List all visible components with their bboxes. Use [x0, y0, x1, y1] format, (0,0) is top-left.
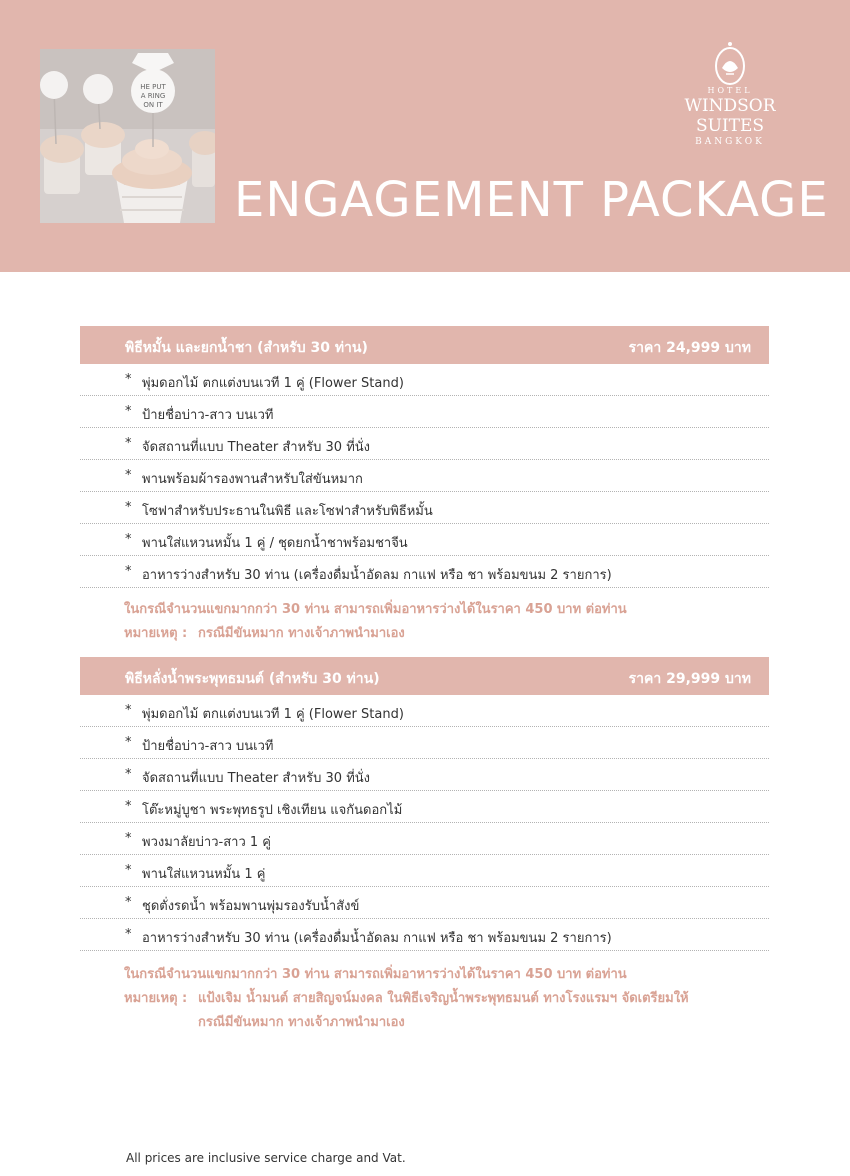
- item-text: โต๊ะหมู่บูชา พระพุทธรูป เชิงเทียน แจกันดอกไม้: [142, 803, 403, 818]
- section-title: พิธีหมั้น และยกน้ำชา (สำหรับ 30 ท่าน): [125, 340, 368, 356]
- extra-guests-text: ในกรณีจำนวนแขกมากกว่า 30 ท่าน สามารถเพิ่มอาหารว่างได้ในราคา 450 บาท ต่อท่าน: [124, 967, 627, 982]
- bullet-mark: *: [125, 564, 132, 579]
- bullet-mark: *: [125, 895, 132, 910]
- svg-text:A RING: A RING: [140, 92, 166, 100]
- item-text: ป้ายชื่อบ่าว-สาว บนเวที: [142, 739, 274, 754]
- footer-note: All prices are inclusive service charge and Vat.: [126, 1151, 406, 1165]
- item-text: จัดสถานที่แบบ Theater สำหรับ 30 ที่นั่ง: [142, 771, 371, 786]
- logo-city-text: BANGKOK: [695, 137, 765, 147]
- list-item: [80, 823, 769, 855]
- remark-text: กรณีมีขันหมาก ทางเจ้าภาพนำมาเอง: [198, 1015, 405, 1030]
- bullet-mark: *: [125, 500, 132, 515]
- logo-name-text: WINDSOR SUITES: [684, 96, 776, 136]
- package-section-blessing: [80, 657, 769, 1031]
- remark-note: [80, 983, 769, 1007]
- item-text: ชุดตั่งรดน้ำ พร้อมพานพุ่มรองรับน้ำสังข์: [142, 899, 360, 914]
- list-item: [80, 919, 769, 951]
- list-item: [80, 524, 769, 556]
- remark-text: แป้งเจิม น้ำมนต์ สายสิญจน์มงคล ในพิธีเจริญน้ำพระพุทธมนต์ ทางโรงแรมฯ จัดเตรียมให้: [198, 991, 689, 1006]
- section-header: [80, 326, 769, 364]
- crest-icon: [714, 40, 746, 86]
- svg-text:ON IT: ON IT: [143, 101, 163, 109]
- item-text: พานใส่แหวนหมั้น 1 คู่ / ชุดยกน้ำชาพร้อมชาจีน: [142, 536, 408, 551]
- bullet-mark: *: [125, 468, 132, 483]
- item-text: ป้ายชื่อบ่าว-สาว บนเวที: [142, 408, 274, 423]
- remark-text: กรณีมีขันหมาก ทางเจ้าภาพนำมาเอง: [198, 626, 405, 641]
- remark-note: [80, 618, 769, 642]
- bullet-mark: *: [125, 927, 132, 942]
- item-text: พวงมาลัยบ่าว-สาว 1 คู่: [142, 835, 271, 850]
- section-price: ราคา 24,999 บาท: [628, 340, 751, 356]
- bullet-mark: *: [125, 436, 132, 451]
- svg-text:HE PUT: HE PUT: [140, 83, 166, 91]
- list-item: [80, 855, 769, 887]
- logo-hotel-text: HOTEL: [707, 86, 753, 95]
- bullet-mark: *: [125, 372, 132, 387]
- list-item: [80, 759, 769, 791]
- item-text: จัดสถานที่แบบ Theater สำหรับ 30 ที่นั่ง: [142, 440, 371, 455]
- list-item: [80, 556, 769, 588]
- item-text: โซฟาสำหรับประธานในพิธี และโซฟาสำหรับพิธีหมั้น: [142, 504, 433, 519]
- remark-label: หมายเหตุ :: [124, 991, 188, 1006]
- cupcake-photo: [40, 49, 215, 223]
- item-text: พุ่มดอกไม้ ตกแต่งบนเวที 1 คู่ (Flower Stand): [142, 376, 404, 391]
- bullet-mark: *: [125, 767, 132, 782]
- list-item: [80, 460, 769, 492]
- list-item: [80, 887, 769, 919]
- bullet-mark: *: [125, 831, 132, 846]
- hotel-logo: [648, 40, 812, 148]
- bullet-mark: *: [125, 404, 132, 419]
- bullet-mark: *: [125, 735, 132, 750]
- bullet-mark: *: [125, 532, 132, 547]
- section-price: ราคา 29,999 บาท: [628, 671, 751, 687]
- item-text: อาหารว่างสำหรับ 30 ท่าน (เครื่องดื่มน้ำอัดลม กาแฟ หรือ ชา พร้อมขนม 2 รายการ): [142, 568, 612, 583]
- item-text: อาหารว่างสำหรับ 30 ท่าน (เครื่องดื่มน้ำอัดลม กาแฟ หรือ ชา พร้อมขนม 2 รายการ): [142, 931, 612, 946]
- item-text: พานใส่แหวนหมั้น 1 คู่: [142, 867, 266, 882]
- list-item: [80, 695, 769, 727]
- bullet-mark: *: [125, 863, 132, 878]
- item-text: พานพร้อมผ้ารองพานสำหรับใส่ขันหมาก: [142, 472, 363, 487]
- list-item: [80, 364, 769, 396]
- package-section-engagement: [80, 326, 769, 642]
- bullet-mark: *: [125, 799, 132, 814]
- remark-label: หมายเหตุ :: [124, 626, 188, 641]
- list-item: [80, 492, 769, 524]
- list-item: [80, 428, 769, 460]
- extra-guests-note: [80, 959, 769, 983]
- item-text: พุ่มดอกไม้ ตกแต่งบนเวที 1 คู่ (Flower Stand): [142, 707, 404, 722]
- extra-guests-text: ในกรณีจำนวนแขกมากกว่า 30 ท่าน สามารถเพิ่มอาหารว่างได้ในราคา 450 บาท ต่อท่าน: [124, 602, 627, 617]
- extra-guests-note: [80, 594, 769, 618]
- cupcake-illustration: [40, 49, 215, 223]
- remark-note-continued: [80, 1007, 769, 1031]
- list-item: [80, 396, 769, 428]
- page-title: ENGAGEMENT PACKAGE: [234, 172, 829, 228]
- list-item: [80, 727, 769, 759]
- section-header: [80, 657, 769, 695]
- section-title: พิธีหลั่งน้ำพระพุทธมนต์ (สำหรับ 30 ท่าน): [125, 671, 380, 687]
- list-item: [80, 791, 769, 823]
- bullet-mark: *: [125, 703, 132, 718]
